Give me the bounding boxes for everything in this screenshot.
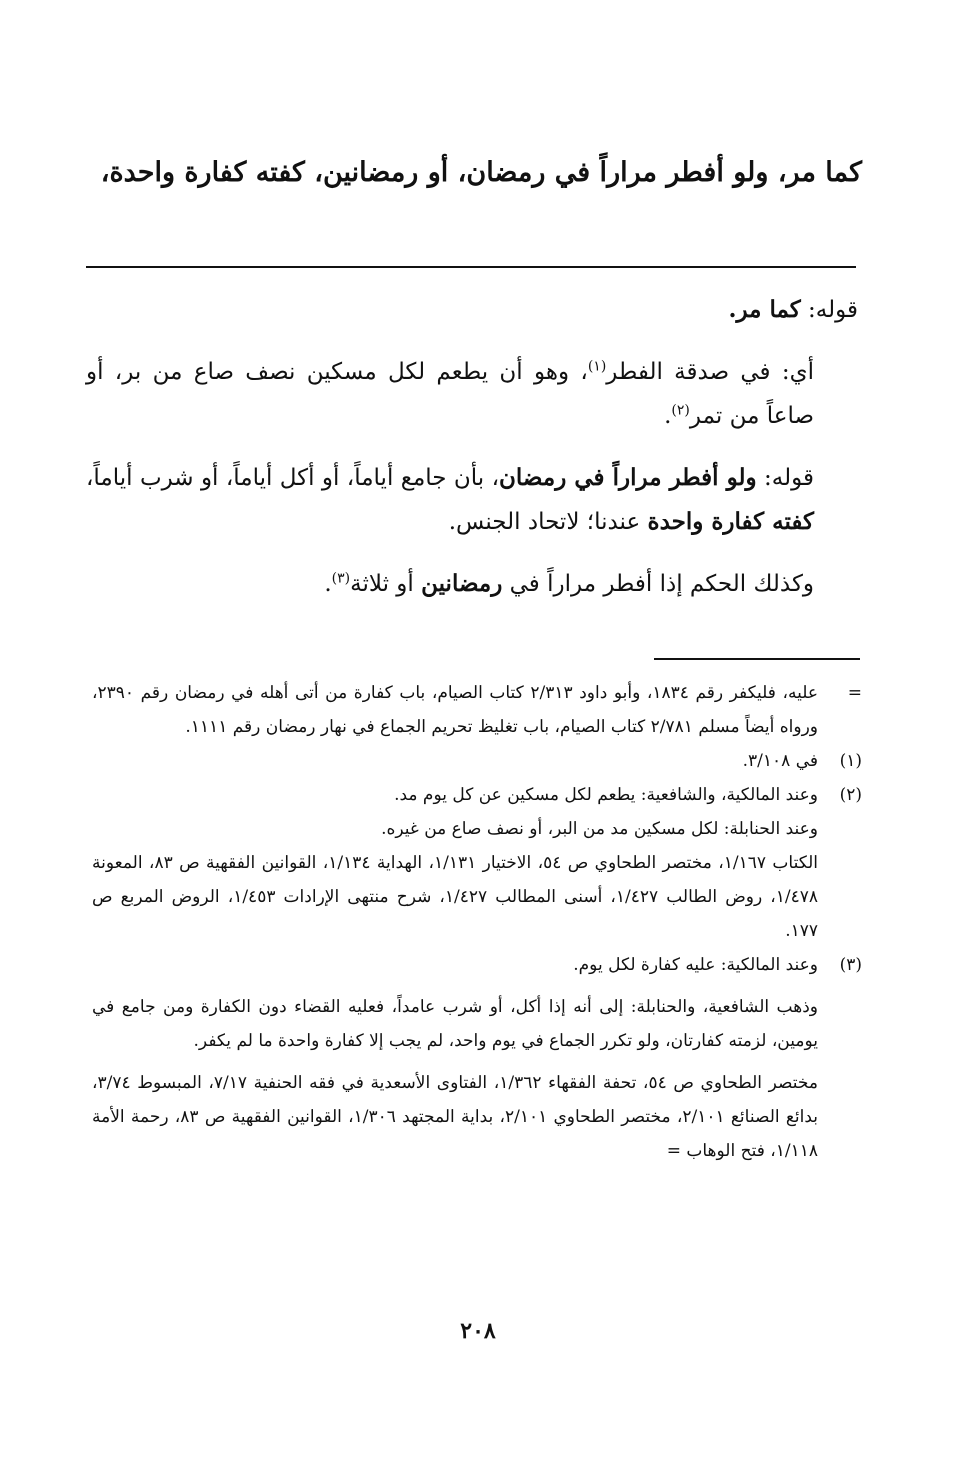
quoted-matn: كما مر. [728,296,801,323]
footnote-2 [92,778,862,948]
footnotes [92,676,862,1168]
page-number: ٢٠٨ [460,1318,496,1344]
footnote-text: عليه، فليكفر رقم ١٨٣٤، وأبو داود ٢/٣١٣ كتاب الصيام، باب كفارة من أتى أهله في رمضان رقم ٢٣٩٠، ورواه أيضاً مسلم ٢/٧٨١ كتاب الصيام، باب تغليظ تحريم الجماع في نهار رمضان رقم ١١١١. [92,683,818,737]
commentary-paragraph-1 [86,288,858,332]
footnote-continued [92,676,862,744]
text-run: . [324,571,332,597]
text-run: ، بأن جامع أياماً، أو أكل أياماً، أو شرب أياماً، [86,465,500,491]
footnote-text: وعند الحنابلة: لكل مسكين مد من البر، أو نصف صاع من غيره. [381,819,818,839]
commentary-paragraph-2 [86,350,858,438]
text-run: ، وهو أن يطعم لكل مسكين نصف صاع من بر، أو صاعاً من تمر [86,359,814,429]
commentary [86,288,858,624]
matn-text: كما مر، ولو أفطر مراراً في رمضان، أو رمضانين، كفته كفارة واحدة، [100,157,862,188]
footnote-text: في ٣/١٠٨. [742,751,818,771]
quoted-matn: ولو أفطر مراراً في رمضان [499,464,757,491]
footnote-text: الكتاب ١/١٦٧، مختصر الطحاوي ص ٥٤، الاختيار ١/١٣١، الهداية ١/١٣٤، القوانين الفقهية ص ٨٣، المعونة ١/٤٧٨، روض الطالب ١/٤٢٧، أسنى المطالب ١/٤٢٧، شرح منتهى الإرادات ١/٤٥٣، الروض المربع ص ١٧٧. [92,853,819,941]
footnote-3 [92,948,862,1168]
quoted-matn: رمضانين [421,570,503,597]
footnote-text: وعند المالكية: عليه كفارة لكل يوم. [573,955,818,975]
footnote-text: وعند المالكية، والشافعية: يطعم لكل مسكين عن كل يوم مد. [394,785,818,805]
footnote-text: وذهب الشافعية، والحنابلة: إلى أنه إذا أكل، أو شرب عامداً، فعليه القضاء دون الكفارة ومن جامع في يومين، لزمته كفارتان، ولو تكرر الجماع في يوم واحد، لم يجب إلا كفارة واحدة ما لم يكفر. [92,997,818,1051]
footnote-text: مختصر الطحاوي ص ٥٤، تحفة الفقهاء ١/٣٦٢، الفتاوى الأسعدية في فقه الحنفية ٧/١٧، المبسوط ٣/٧٤، بدائع الصنائع ٢/١٠١، مختصر الطحاوي ٢/١٠١، بداية المجتهد ١/٣٠٦، القوانين الفقهية ص ٨٣، رحمة الأمة ١/١١٨، فتح الوهاب = [92,1073,819,1161]
continuation-marker: = [847,683,862,703]
qawluhu-lead: قوله: [756,465,814,491]
footnote-ref-2[interactable]: (٢) [671,402,690,419]
commentary-paragraph-3 [86,456,858,544]
footnote-ref-3[interactable]: (٣) [331,570,351,587]
text-run: أي: في صدقة الفطر [606,359,814,385]
footnote-label: (١) [839,751,862,771]
text-run: وكذلك الحكم إذا أفطر مراراً في [502,571,814,597]
footnote-label: (٢) [839,785,862,805]
quoted-matn: كفته كفارة واحدة [647,508,814,535]
footnotes-divider [654,658,860,660]
text-run: عندنا؛ لاتحاد الجنس. [448,509,648,535]
matn-divider [86,266,856,268]
qawluhu-lead: قوله: [800,297,858,323]
footnote-label: (٣) [839,955,862,975]
footnote-ref-1[interactable]: (١) [587,358,607,375]
footnote-1 [92,744,862,778]
text-run: . [664,403,672,429]
text-run: أو ثلاثة [350,571,422,597]
commentary-paragraph-4 [86,562,858,606]
